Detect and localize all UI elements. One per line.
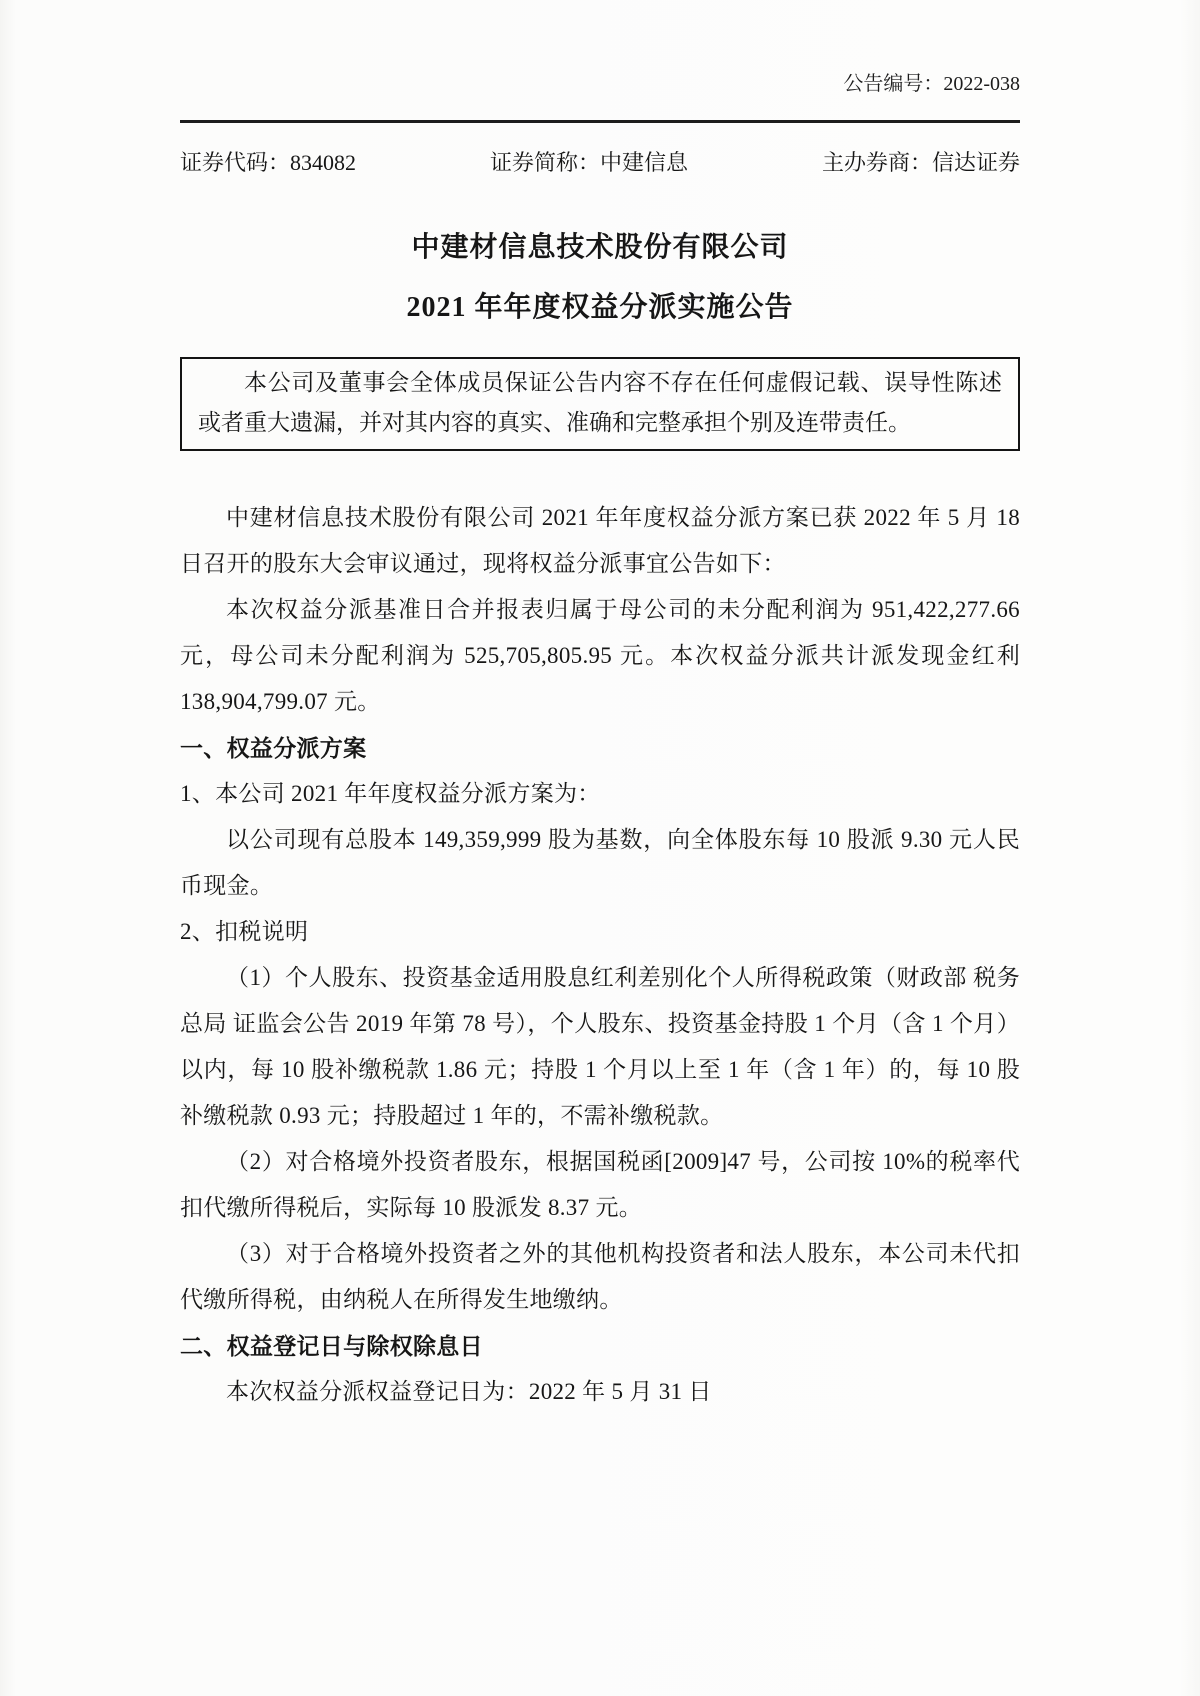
document-body: [180, 233, 1020, 1415]
security-info-row: [180, 149, 1020, 177]
plan-detail: 以公司现有总股本 149,359,999 股为基数，向全体股东每 10 股派 9.30 元人民币现金。: [180, 827, 1020, 898]
plan-item-2: 2、扣税说明: [180, 919, 309, 944]
record-date-line: 本次权益分派权益登记日为：2022 年 5 月 31 日: [226, 1379, 712, 1404]
section-1-heading: 一、权益分派方案: [180, 735, 367, 761]
disclaimer-box: [180, 357, 1020, 451]
tax-note-3: （3）对于合格境外投资者之外的其他机构投资者和法人股东，本公司未代扣代缴所得税，由纳税人在所得发生地缴纳。: [180, 1241, 1020, 1312]
header-divider: [180, 120, 1020, 123]
stock-code-label: 证券代码：834082: [180, 150, 357, 175]
intro-paragraph-2: 本次权益分派基准日合并报表归属于母公司的未分配利润为 951,422,277.66 元，母公司未分配利润为 525,705,805.95 元。本次权益分派共计派发现金红利 138,904,799.07 元。: [180, 597, 1020, 714]
tax-note-2: （2）对合格境外投资者股东，根据国税函[2009]47 号，公司按 10%的税率代扣代缴所得税后，实际每 10 股派发 8.37 元。: [180, 1149, 1020, 1220]
plan-item-1: 1、本公司 2021 年年度权益分派方案为：: [180, 781, 601, 806]
sponsor-broker-label: 主办券商：信达证券: [821, 150, 1020, 175]
section-2-heading: 二、权益登记日与除权除息日: [180, 1333, 483, 1359]
announcement-title: 2021 年年度权益分派实施公告: [406, 292, 794, 323]
document-header: [180, 0, 1020, 177]
company-name-title: 中建材信息技术股份有限公司: [411, 232, 789, 263]
intro-paragraph-1: 中建材信息技术股份有限公司 2021 年年度权益分派方案已获 2022 年 5 月 18 日召开的股东大会审议通过，现将权益分派事宜公告如下：: [180, 505, 1020, 576]
tax-note-1: （1）个人股东、投资基金适用股息红利差别化个人所得税政策（财政部 税务总局 证监会公告 2019 年第 78 号），个人股东、投资基金持股 1 个月（含 1 个月）以内，每 10 股补缴税款 1.86 元；持股 1 个月以上至 1 年（含 1 年）的，每 10 股补缴税款 0.93 元；持股超过 1 年的，不需补缴税款。: [180, 965, 1020, 1128]
stock-short-name-label: 证券简称：中建信息: [489, 150, 688, 175]
title-block: [180, 233, 1020, 323]
announcement-number: 公告编号：2022-038: [843, 73, 1020, 95]
disclaimer-text: 本公司及董事会全体成员保证公告内容不存在任何虚假记载、误导性陈述或者重大遗漏，并对其内容的真实、准确和完整承担个别及连带责任。: [198, 370, 1002, 435]
announcement-text: [180, 495, 1020, 1415]
